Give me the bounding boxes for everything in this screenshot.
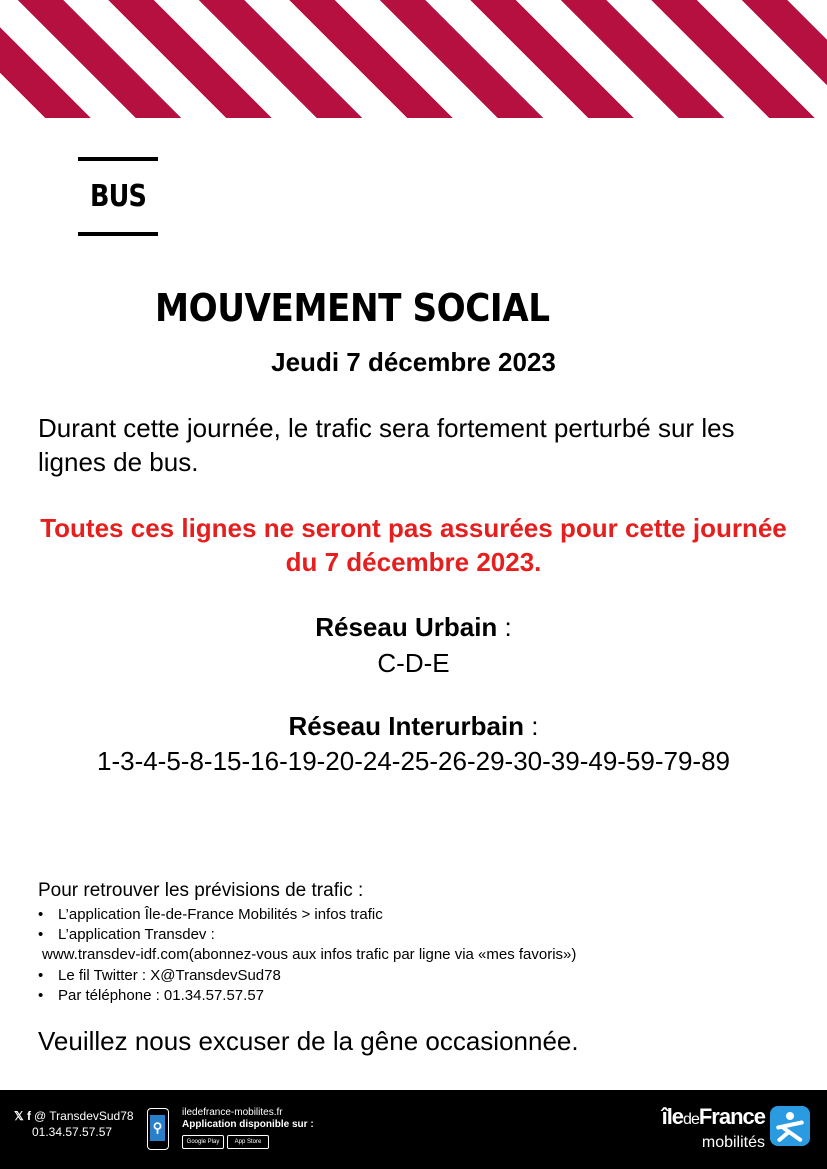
bus-label: BUS <box>90 179 146 214</box>
bus-top-rule <box>78 157 158 161</box>
bus-mode-pictogram <box>78 157 158 237</box>
list-item <box>38 945 576 965</box>
info-item-text: Par téléphone : 01.34.57.57.57 <box>58 986 265 1004</box>
info-item-text: L’application Île-de-France Mobilités > infos trafic <box>58 906 383 923</box>
intro-text: Durant cette journée, le trafic sera fortement perturbé sur les lignes de bus. <box>38 413 735 477</box>
logo-ile: île <box>661 1104 684 1129</box>
logo-france: France <box>698 1104 765 1129</box>
interurban-network-suffix: : <box>524 711 539 741</box>
urban-network-label: Réseau Urbain <box>315 612 498 642</box>
list-item <box>38 986 576 1006</box>
info-list <box>38 905 576 1006</box>
bullet-icon: • <box>38 966 44 984</box>
icon-head <box>786 1112 794 1120</box>
list-item <box>38 905 576 925</box>
app-available: Application disponible sur : <box>182 1119 314 1130</box>
icon-limb <box>776 1120 804 1130</box>
info-heading: Pour retrouver les prévisions de trafic : <box>38 880 364 901</box>
google-play-badge: Google Play <box>182 1135 224 1149</box>
info-item-text: www.transdev-idf.com(abonnez-vous aux infos trafic par ligne via «mes favoris») <box>42 946 577 964</box>
store-badges <box>182 1135 272 1149</box>
list-item <box>38 966 576 986</box>
info-item-text: L’application Transdev : <box>58 926 215 944</box>
list-item <box>38 925 576 945</box>
smartphone-icon <box>147 1108 169 1150</box>
bus-bottom-rule <box>78 232 158 236</box>
interurban-network-heading <box>0 711 827 742</box>
info-item-text: Le fil Twitter : X@TransdevSud78 <box>58 966 281 984</box>
interurban-network-label: Réseau Interurbain <box>288 711 525 741</box>
app-store-badge: App Store <box>227 1135 269 1149</box>
urban-network-suffix: : <box>497 612 512 642</box>
footer <box>0 1090 827 1169</box>
app-url: iledefrance-mobilites.fr <box>182 1107 283 1118</box>
interurban-network-lines: 1-3-4-5-8-15-16-19-20-24-25-26-29-30-39-49-59-79-89 <box>96 746 731 776</box>
logo-de: de <box>683 1111 699 1128</box>
page-title: MOUVEMENT SOCIAL <box>155 286 550 330</box>
footer-social <box>14 1108 134 1140</box>
event-date: Jeudi 7 décembre 2023 <box>271 347 556 377</box>
urban-network-lines: C-D-E <box>377 648 450 678</box>
logo-subtitle: mobilités <box>701 1134 765 1151</box>
warning-text: Toutes ces lignes ne seront pas assurées pour cette journée du 7 décembre 2023. <box>40 513 787 577</box>
logo-wordmark <box>607 1104 765 1133</box>
app-person-icon: ⚲ <box>150 1115 165 1141</box>
idf-person-icon <box>770 1106 810 1146</box>
bullet-icon: • <box>38 926 44 944</box>
apology-text: Veuillez nous excuser de la gêne occasionnée. <box>38 1026 579 1056</box>
hazard-stripes-banner <box>0 0 827 118</box>
footer-phone: 01.34.57.57.57 <box>32 1125 113 1139</box>
app-info <box>182 1107 314 1145</box>
bullet-icon: • <box>38 906 44 923</box>
x-facebook-icon: 𝕏 f <box>14 1109 31 1123</box>
idf-mobilites-logo <box>607 1104 765 1154</box>
bullet-icon: • <box>38 986 44 1004</box>
social-handle: @ TransdevSud78 <box>34 1109 134 1123</box>
urban-network-heading <box>0 612 827 643</box>
